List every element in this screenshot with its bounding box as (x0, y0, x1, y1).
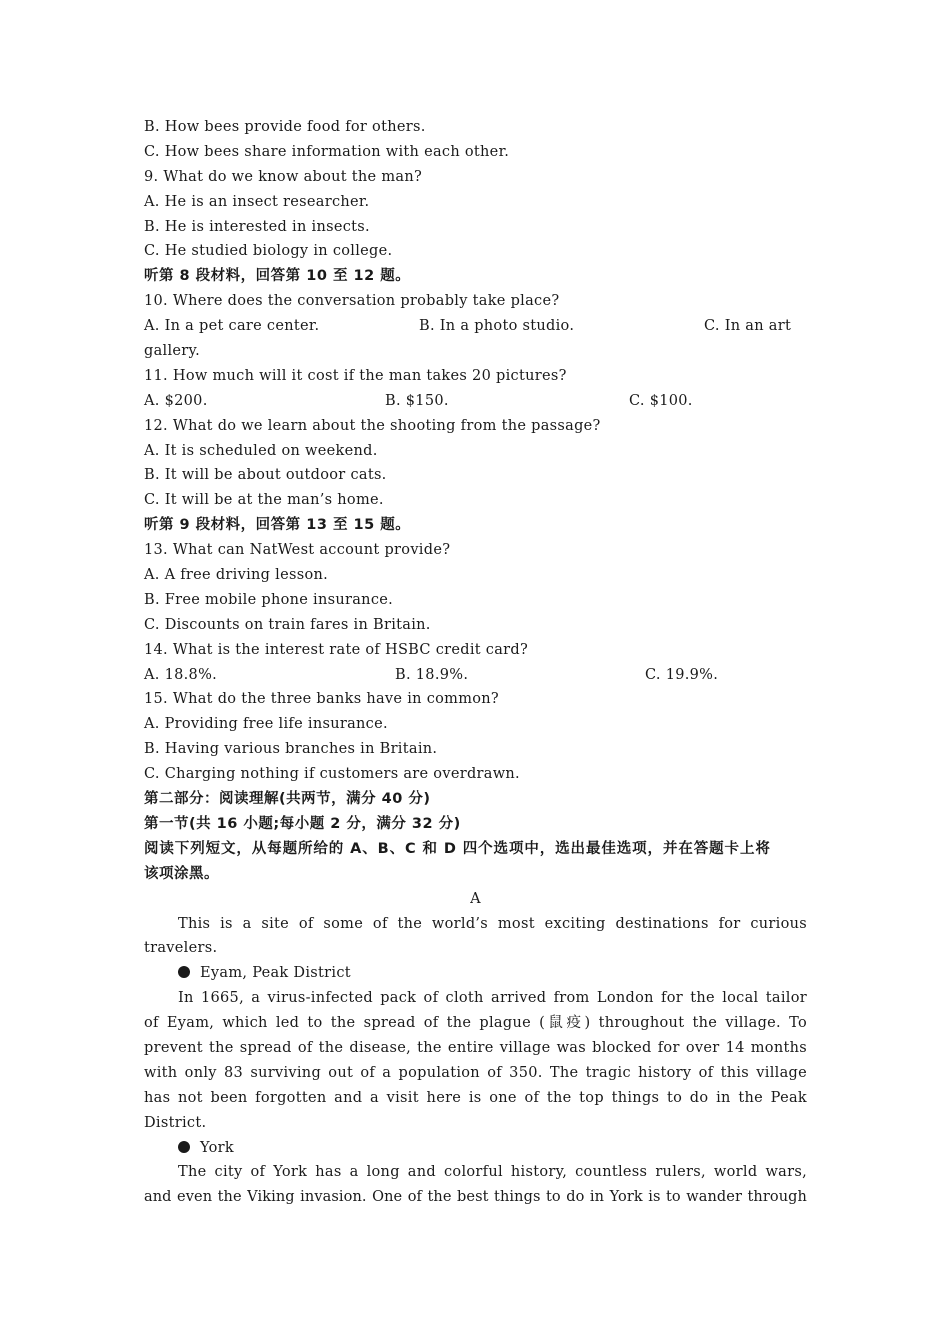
q12-question: 12. What do we learn about the shooting from the passage? (144, 417, 601, 434)
q8-option-c: C. How bees share information with each other. (144, 143, 510, 160)
york-line-1: The city of York has a long and colorful history, countless rulers, world wars, (178, 1164, 807, 1181)
q10-option-c-wrap: gallery. (144, 343, 200, 360)
q11-question: 11. How much will it cost if the man takes 20 pictures? (144, 367, 567, 384)
q13-option-c: C. Discounts on train fares in Britain. (144, 616, 431, 633)
section-8-header: 听第 8 段材料，回答第 10 至 12 题。 (144, 268, 411, 285)
york-heading-row (144, 1136, 807, 1161)
q10-options (144, 314, 807, 339)
instruction-line-1: 阅读下列短文，从每题所给的 A、B、C 和 D 四个选项中，选出最佳选项，并在答题卡上将 (144, 840, 771, 857)
part-two-header: 第二部分：阅读理解(共两节，满分 40 分) (144, 791, 431, 808)
q15-option-a: A. Providing free life insurance. (144, 716, 388, 733)
q12-option-a: A. It is scheduled on weekend. (144, 442, 378, 459)
q8-option-b: B. How bees provide food for others. (144, 119, 426, 135)
q13-option-b: B. Free mobile phone insurance. (144, 591, 394, 608)
eyam-line-6: District. (144, 1114, 207, 1131)
q10-question: 10. Where does the conversation probably take place? (144, 293, 560, 310)
q12-option-b: B. It will be about outdoor cats. (144, 467, 387, 484)
section-9-header: 听第 9 段材料，回答第 13 至 15 题。 (144, 517, 411, 534)
bullet-icon (178, 1141, 190, 1153)
q9-question: 9. What do we know about the man? (144, 168, 423, 185)
q9-option-a: A. He is an insect researcher. (144, 193, 370, 210)
q9-option-c: C. He studied biology in college. (144, 243, 393, 260)
q12-option-c: C. It will be at the man’s home. (144, 492, 384, 509)
q14-question: 14. What is the interest rate of HSBC credit card? (144, 641, 529, 658)
bullet-icon (178, 966, 190, 978)
eyam-line-3: prevent the spread of the disease, the entire village was blocked for over 14 months (144, 1039, 807, 1056)
eyam-heading-row (144, 961, 807, 986)
eyam-heading: Eyam, Peak District (200, 965, 351, 982)
q14-options (144, 663, 807, 688)
passage-label: A (470, 890, 481, 907)
intro-line-1: This is a site of some of the world’s most exciting destinations for curious (178, 915, 807, 932)
q15-question: 15. What do the three banks have in common? (144, 691, 499, 708)
q15-option-b: B. Having various branches in Britain. (144, 741, 438, 758)
york-heading: York (200, 1139, 234, 1156)
eyam-line-4: with only 83 surviving out of a population of 350. The tragic history of this village (144, 1064, 807, 1081)
q14-option-a: A. 18.8%. (144, 666, 218, 683)
q14-option-c: C. 19.9%. (645, 666, 719, 683)
q10-option-b: B. In a photo studio. (419, 318, 575, 335)
q9-option-b: B. He is interested in insects. (144, 218, 370, 235)
eyam-line-2: of Eyam, which led to the spread of the plague (鼠疫) throughout the village. To (144, 1015, 807, 1032)
eyam-line-5: has not been forgotten and a visit here is one of the top things to do in the Peak (144, 1089, 807, 1106)
q10-option-a: A. In a pet care center. (144, 318, 320, 335)
section-one-header: 第一节(共 16 小题;每小题 2 分，满分 32 分) (144, 815, 461, 832)
instruction-line-2: 该项涂黑。 (144, 865, 219, 882)
q11-option-a: A. $200. (144, 392, 208, 409)
q15-option-c: C. Charging nothing if customers are overdrawn. (144, 766, 520, 783)
q13-option-a: A. A free driving lesson. (144, 567, 329, 584)
intro-line-2: travelers. (144, 940, 218, 957)
york-line-2: and even the Viking invasion. One of the best things to do in York is to wander through (144, 1189, 807, 1206)
q14-option-b: B. 18.9%. (395, 666, 469, 683)
exam-page (144, 115, 807, 1210)
eyam-line-1: In 1665, a virus-infected pack of cloth arrived from London for the local tailor (178, 990, 807, 1007)
q10-option-c: C. In an art (704, 318, 792, 335)
q13-question: 13. What can NatWest account provide? (144, 542, 451, 559)
q11-options (144, 389, 807, 414)
q11-option-b: B. $150. (385, 392, 449, 409)
q11-option-c: C. $100. (629, 392, 693, 409)
